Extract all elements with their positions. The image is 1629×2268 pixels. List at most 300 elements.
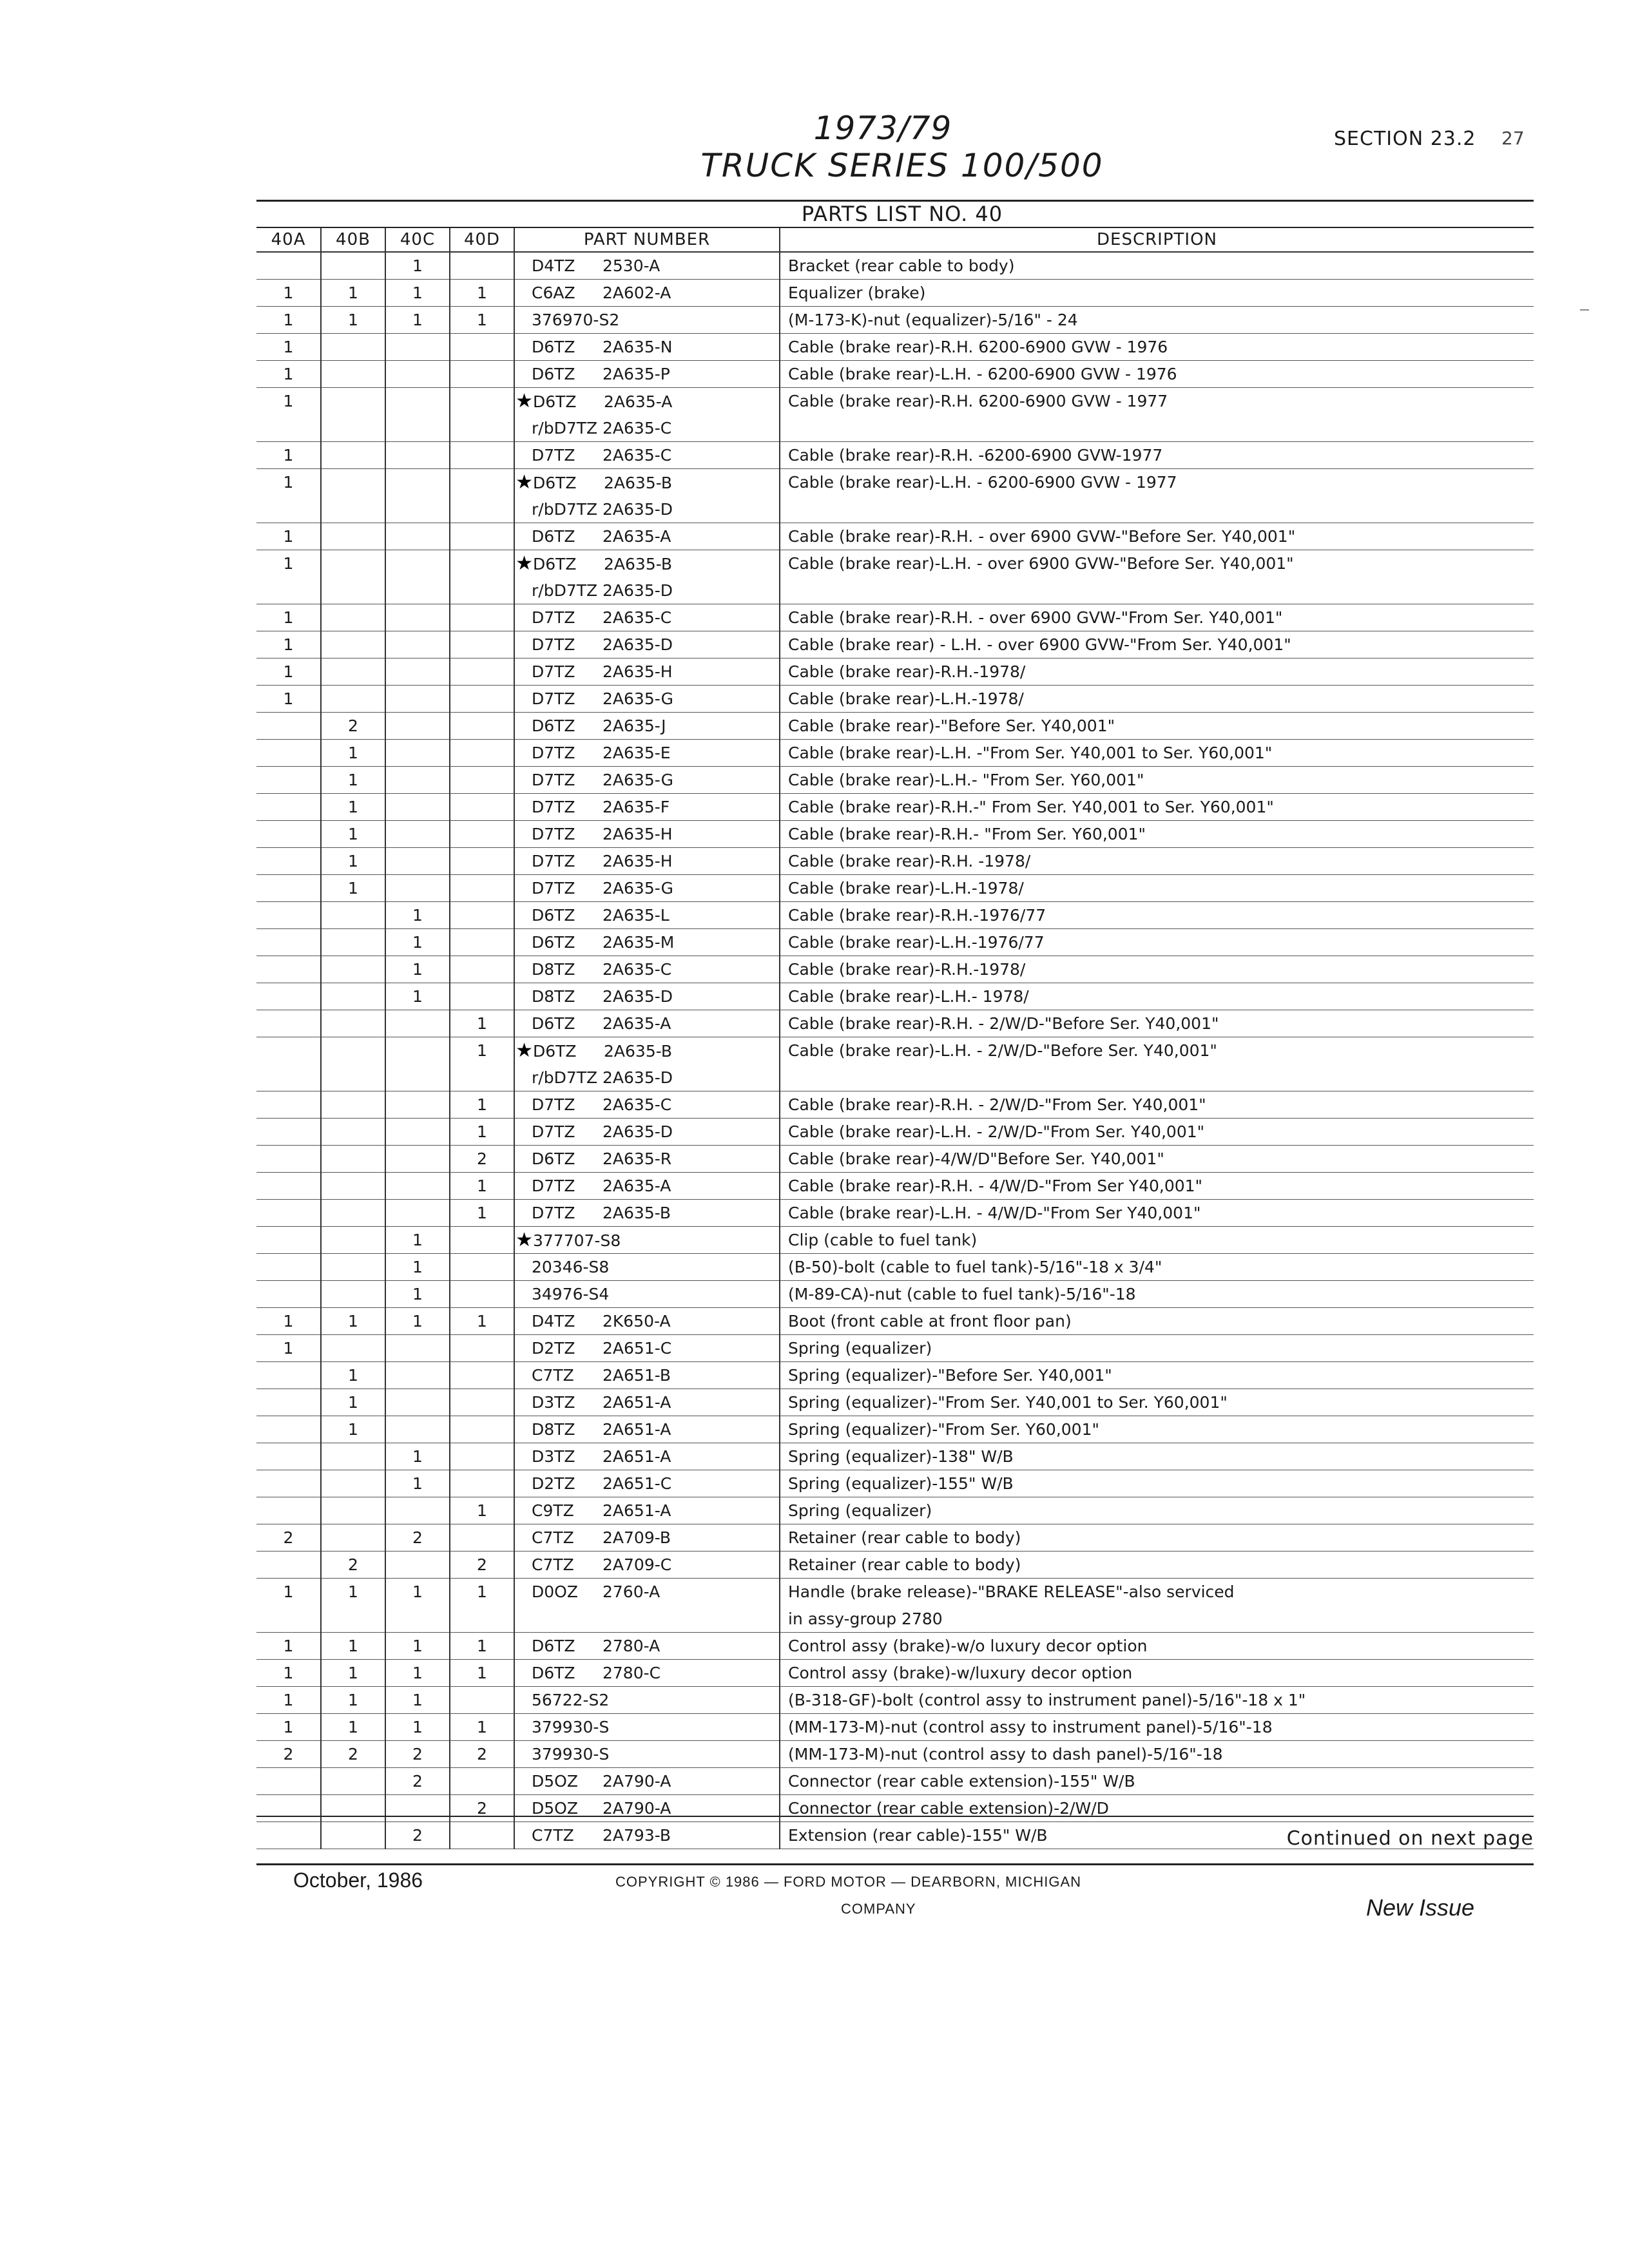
part-number-base: 2A635-C [602,608,672,627]
table-row [256,1389,1534,1416]
part-number-base: 2A635-D [602,987,673,1006]
qty-cell-40C [385,1335,450,1362]
description-cell: Bracket (rear cable to body) [780,252,1534,280]
table-row [256,1795,1534,1822]
table-row [256,334,1534,361]
qty-cell-40B: 1 [321,1579,385,1606]
description-cell: (B-50)-bolt (cable to fuel tank)-5/16"-18 x 3/4" [780,1254,1534,1281]
table-row [256,252,1534,280]
qty-cell-40B [321,686,385,713]
qty-cell-40D [450,523,514,550]
part-number-base: 2A651-C [602,1474,672,1493]
part-number-cell [514,686,780,713]
qty-cell-40A [256,1200,321,1227]
table-row [256,821,1534,848]
qty-cell-40B [321,658,385,686]
part-number-cell [514,1119,780,1146]
qty-cell-40B [321,415,385,442]
table-row [256,361,1534,388]
qty-cell-40B: 2 [321,713,385,740]
qty-cell-40D: 1 [450,1173,514,1200]
qty-cell-40D [450,1281,514,1308]
column-header: 40D [450,228,514,252]
table-row [256,713,1534,740]
part-number-prefix: D2TZ [532,1339,575,1358]
part-number-cell [514,1091,780,1119]
qty-cell-40D: 1 [450,307,514,334]
description-cell: Cable (brake rear)-L.H.- "From Ser. Y60,001" [780,767,1534,794]
part-number-cell [514,1308,780,1335]
part-number-cell [514,1173,780,1200]
qty-cell-40B: 1 [321,1308,385,1335]
part-number-prefix: C7TZ [532,1366,574,1385]
qty-cell-40A: 1 [256,631,321,658]
qty-cell-40B: 1 [321,767,385,794]
table-row [256,388,1534,415]
qty-cell-40A: 2 [256,1524,321,1552]
part-number-cell [514,1281,780,1308]
table-row [256,1416,1534,1443]
part-number-cell [514,1768,780,1795]
description-cell: Retainer (rear cable to body) [780,1552,1534,1579]
table-row [256,1660,1534,1687]
description-cell: Spring (equalizer)-138" W/B [780,1443,1534,1470]
description-cell: Spring (equalizer)-"Before Ser. Y40,001" [780,1362,1534,1389]
page-year-title: 1973/79 [813,110,952,147]
part-number-base: 2A602-A [602,284,671,302]
qty-cell-40B [321,1173,385,1200]
part-number-base: 2A635-F [602,798,670,816]
qty-cell-40B: 1 [321,821,385,848]
qty-cell-40D [450,767,514,794]
table-row [256,956,1534,983]
part-number-cell [514,442,780,469]
qty-cell-40D [450,1064,514,1091]
qty-cell-40C: 1 [385,307,450,334]
column-header: 40B [321,228,385,252]
description-cell: Extension (rear cable)-155" W/B [780,1822,1534,1849]
qty-cell-40A: 1 [283,392,294,410]
part-number-prefix: C7TZ [532,1555,574,1574]
qty-cell-40A [256,1010,321,1037]
part-number-prefix: D7TZ [532,798,575,816]
table-row [256,740,1534,767]
star-icon: ★ [516,552,533,575]
part-number-prefix: D3TZ [532,1393,575,1412]
table-row [256,1281,1534,1308]
qty-cell-40D: 1 [450,1308,514,1335]
description-cell [780,415,1534,442]
qty-cell-40D [450,1254,514,1281]
qty-cell-40C [385,1200,450,1227]
table-row [256,1362,1534,1389]
qty-cell-40B: 1 [321,1416,385,1443]
footer-date: October, 1986 [293,1869,423,1892]
part-number-cell [514,307,780,334]
qty-cell-40A [256,415,321,442]
qty-cell-40C: 1 [385,252,450,280]
qty-cell-40C: 1 [385,1470,450,1497]
qty-cell-40C [385,604,450,631]
qty-cell-40D [450,1227,514,1254]
part-number-cell [514,252,780,280]
table-row [256,307,1534,334]
part-number-cell [514,523,780,550]
part-number-cell [514,1362,780,1389]
qty-cell-40C: 1 [385,1254,450,1281]
qty-cell-40B [321,1119,385,1146]
table-row [256,577,1534,604]
part-number-prefix: D5OZ [532,1799,578,1818]
part-number-base: 2A635-C [602,960,672,979]
description-cell: Control assy (brake)-w/o luxury decor option [780,1633,1534,1660]
part-number-cell [514,1227,780,1254]
qty-cell-40B: 1 [321,1660,385,1687]
table-row [256,767,1534,794]
qty-cell-40A: 1 [256,1660,321,1687]
description-cell: Spring (equalizer) [780,1335,1534,1362]
part-number-base: 2A635-R [602,1149,672,1168]
part-number-prefix: C7TZ [532,1528,574,1547]
column-header: 40A [256,228,321,252]
part-number-prefix: D6TZ [532,906,575,925]
qty-cell-40A: 1 [256,1308,321,1335]
part-number-cell [514,1741,780,1768]
table-row [256,1308,1534,1335]
part-number-prefix: D6TZ [532,1637,575,1655]
table-row [256,1091,1534,1119]
qty-cell-40B [321,1146,385,1173]
qty-cell-40A: 1 [256,604,321,631]
part-number-cell [514,1064,780,1091]
table-row [256,1497,1534,1524]
table-row [256,1579,1534,1606]
qty-cell-40D [450,1687,514,1714]
table-end-rule [256,1816,1534,1817]
table-row [256,1633,1534,1660]
table-row [256,1714,1534,1741]
part-number-prefix: D5OZ [532,1772,578,1791]
qty-cell-40B [321,1795,385,1822]
part-number-base: 2A635-D [602,1068,673,1087]
qty-cell-40B [321,334,385,361]
qty-cell-40D [450,334,514,361]
part-number-base: 2A635-C [602,1095,672,1114]
part-number-cell [514,848,780,875]
qty-cell-40B: 1 [321,280,385,307]
description-cell: Cable (brake rear)-R.H.-1976/77 [780,902,1534,929]
qty-cell-40B: 1 [321,1389,385,1416]
qty-cell-40A: 1 [256,1714,321,1741]
part-number-prefix: r/bD7TZ [532,500,598,519]
part-number-cell [514,740,780,767]
part-number-cell [514,361,780,388]
part-number-base: 2780-C [602,1664,661,1682]
qty-cell-40D [450,604,514,631]
part-number-base: 2A635-H [602,662,673,681]
table-header-row [256,228,1534,252]
qty-cell-40C [385,631,450,658]
description-cell: Spring (equalizer)-"From Ser. Y40,001 to Ser. Y60,001" [780,1389,1534,1416]
qty-cell-40D [450,361,514,388]
part-number-cell [514,1470,780,1497]
qty-cell-40A: 1 [283,473,294,492]
part-number-prefix: D7TZ [532,689,575,708]
table-row [256,1037,1534,1064]
part-number-prefix: C6AZ [532,284,575,302]
qty-cell-40D: 1 [450,1660,514,1687]
part-number-prefix: D4TZ [532,256,575,275]
part-number-cell [514,875,780,902]
part-number-prefix: D7TZ [532,1122,575,1141]
part-number-base: 2A635-N [602,338,673,356]
qty-cell-40C: 1 [385,983,450,1010]
page-number: 27 [1501,128,1525,149]
qty-cell-40C: 1 [385,902,450,929]
qty-cell-40D: 1 [450,1579,514,1606]
qty-cell-40A [256,821,321,848]
description-cell: Cable (brake rear)-L.H. - 2/W/D-"Before Ser. Y40,001" [780,1037,1534,1064]
part-number-prefix: D8TZ [532,987,575,1006]
qty-cell-40A [256,1227,321,1254]
part-number-cell [514,1497,780,1524]
part-number-prefix: D6TZ [532,1014,575,1033]
part-number-cell [514,658,780,686]
part-number-prefix: D4TZ [532,1312,575,1331]
qty-cell-40C [385,1010,450,1037]
qty-cell-40D [450,821,514,848]
table-row [256,1119,1534,1146]
part-number-base: 2A635-B [604,474,673,492]
qty-cell-40B [321,929,385,956]
margin-mark [1580,309,1589,311]
qty-cell-40C [385,740,450,767]
part-number-cell [514,604,780,631]
part-number-prefix: 34976-S4 [532,1285,610,1303]
part-number-prefix: D6TZ [532,338,575,356]
qty-cell-40C [385,767,450,794]
qty-cell-40A [256,1768,321,1795]
qty-cell-40B [321,1010,385,1037]
qty-cell-40A: 2 [256,1741,321,1768]
part-number-cell [514,1416,780,1443]
qty-cell-40C: 1 [385,929,450,956]
part-number-prefix: 20346-S8 [532,1258,610,1276]
description-cell: Connector (rear cable extension)-2/W/D [780,1795,1534,1822]
qty-cell-40C [385,442,450,469]
description-cell: Cable (brake rear)-L.H. - over 6900 GVW-"Before Ser. Y40,001" [780,550,1534,577]
part-number-base: 2A635-E [602,744,671,762]
qty-cell-40B [321,1443,385,1470]
qty-cell-40A [256,1389,321,1416]
description-cell: (MM-173-M)-nut (control assy to dash panel)-5/16"-18 [780,1741,1534,1768]
part-number-base: 2A635-A [602,1177,671,1195]
part-number-cell [514,821,780,848]
part-number-cell [514,550,780,577]
qty-cell-40B [321,388,385,415]
table-row [256,1227,1534,1254]
qty-cell-40D [450,1362,514,1389]
part-number-prefix: D7TZ [532,825,575,843]
qty-cell-40D: 2 [450,1795,514,1822]
part-number-base: 2530-A [602,256,660,275]
qty-cell-40D [450,713,514,740]
description-cell: Cable (brake rear)-R.H. - 2/W/D-"Before Ser. Y40,001" [780,1010,1534,1037]
part-number-prefix: r/bD7TZ [532,419,598,437]
qty-cell-40A [256,1362,321,1389]
description-cell: (M-173-K)-nut (equalizer)-5/16" - 24 [780,307,1534,334]
qty-cell-40B [321,1768,385,1795]
qty-cell-40B [321,496,385,523]
part-number-prefix: r/bD7TZ [532,1068,598,1087]
part-number-cell [514,1146,780,1173]
part-number-prefix: 377707-S8 [533,1231,621,1250]
qty-cell-40C [385,577,450,604]
qty-cell-40C [385,496,450,523]
qty-cell-40D [450,1822,514,1849]
qty-cell-40D [450,740,514,767]
qty-cell-40A: 1 [256,334,321,361]
part-number-cell [514,388,780,415]
part-number-base: 2A651-B [602,1366,671,1385]
table-row [256,686,1534,713]
qty-cell-40D [450,929,514,956]
part-number-cell [514,983,780,1010]
description-cell: Cable (brake rear)-R.H.-1978/ [780,956,1534,983]
description-cell: Boot (front cable at front floor pan) [780,1308,1534,1335]
part-number-prefix: D6TZ [532,527,575,546]
qty-cell-40A [256,848,321,875]
qty-cell-40B: 1 [321,1362,385,1389]
part-number-base: 2A635-P [602,365,670,383]
column-header: DESCRIPTION [780,228,1534,252]
qty-cell-40B: 1 [321,740,385,767]
description-cell: Cable (brake rear) - L.H. - over 6900 GVW-"From Ser. Y40,001" [780,631,1534,658]
part-number-prefix: 379930-S [532,1718,610,1736]
part-number-cell [514,1037,780,1064]
qty-cell-40D: 1 [450,1633,514,1660]
qty-cell-40C: 2 [385,1822,450,1849]
part-number-base: 2A793-B [602,1826,671,1845]
part-number-prefix: D6TZ [532,365,575,383]
table-row [256,983,1534,1010]
qty-cell-40C [385,875,450,902]
part-number-base: 2780-A [602,1637,660,1655]
qty-cell-40C [385,415,450,442]
part-number-cell [514,1335,780,1362]
description-cell: Cable (brake rear)-L.H. -"From Ser. Y40,001 to Ser. Y60,001" [780,740,1534,767]
qty-cell-40D [450,442,514,469]
qty-cell-40B [321,1037,385,1064]
part-number-base: 2A651-A [602,1501,671,1520]
part-number-prefix: 376970-S2 [532,311,620,329]
description-cell: Cable (brake rear)-R.H. - 4/W/D-"From Ser Y40,001" [780,1173,1534,1200]
qty-cell-40B: 2 [321,1741,385,1768]
qty-cell-40C [385,1119,450,1146]
description-cell: Spring (equalizer)-155" W/B [780,1470,1534,1497]
description-cell: Control assy (brake)-w/luxury decor option [780,1660,1534,1687]
part-number-prefix: 56722-S2 [532,1691,610,1709]
qty-cell-40B: 1 [321,1714,385,1741]
qty-cell-40C: 1 [385,1281,450,1308]
description-cell: Connector (rear cable extension)-155" W/B [780,1768,1534,1795]
part-number-base: 2A790-A [602,1772,671,1791]
qty-cell-40D [450,496,514,523]
qty-cell-40A [256,1497,321,1524]
description-cell: Spring (equalizer) [780,1497,1534,1524]
part-number-cell [514,496,780,523]
qty-cell-40D [450,1524,514,1552]
description-cell [780,1064,1534,1091]
part-number-base: 2A635-G [602,771,674,789]
description-cell: Cable (brake rear)-L.H.- 1978/ [780,983,1534,1010]
part-number-cell [514,1687,780,1714]
qty-cell-40D [450,902,514,929]
part-number-base: 2A635-G [602,879,674,898]
qty-cell-40C: 1 [385,1227,450,1254]
qty-cell-40D: 2 [450,1146,514,1173]
part-number-base: 2A635-C [602,419,672,437]
qty-cell-40D [450,983,514,1010]
table-row [256,1064,1534,1091]
part-number-base: 2A635-D [602,635,673,654]
footer-copyright-company: COMPANY [841,1901,916,1917]
table-row [256,1010,1534,1037]
part-number-cell [514,956,780,983]
part-number-base: 2A635-G [602,689,674,708]
part-number-prefix: D8TZ [532,960,575,979]
qty-cell-40B [321,1064,385,1091]
qty-cell-40D [450,1768,514,1795]
qty-cell-40D: 2 [450,1552,514,1579]
part-number-prefix: D6TZ [532,716,575,735]
qty-cell-40A [256,1064,321,1091]
table-row [256,902,1534,929]
qty-cell-40A [256,1091,321,1119]
part-number-prefix: D7TZ [532,635,575,654]
description-cell: Cable (brake rear)-R.H. - over 6900 GVW-"Before Ser. Y40,001" [780,523,1534,550]
qty-cell-40D [450,794,514,821]
part-number-cell [514,1524,780,1552]
qty-cell-40C [385,469,450,496]
qty-cell-40A: 1 [256,1687,321,1714]
part-number-cell [514,794,780,821]
part-number-base: 2A635-D [602,581,673,600]
description-cell: Cable (brake rear)-"Before Ser. Y40,001" [780,713,1534,740]
part-number-prefix: D0OZ [532,1582,578,1601]
qty-cell-40D: 1 [450,1200,514,1227]
qty-cell-40C: 1 [385,280,450,307]
qty-cell-40A: 1 [256,523,321,550]
qty-cell-40A [256,767,321,794]
qty-cell-40D [450,252,514,280]
qty-cell-40D: 1 [450,1119,514,1146]
part-number-prefix: C9TZ [532,1501,574,1520]
page-series-title: TRUCK SERIES 100/500 [700,147,1104,184]
part-number-prefix: C7TZ [532,1826,574,1845]
section-label: SECTION 23.2 [1334,128,1476,150]
parts-list-title: PARTS LIST NO. 40 [801,202,1003,226]
part-number-base: 2A635-B [604,1042,673,1061]
qty-cell-40C [385,1091,450,1119]
qty-cell-40A [256,1119,321,1146]
description-cell: Clip (cable to fuel tank) [780,1227,1534,1254]
qty-cell-40B [321,983,385,1010]
part-number-base: 2760-A [602,1582,660,1601]
table-row [256,496,1534,523]
qty-cell-40A [256,1552,321,1579]
part-number-base: 2A651-A [602,1393,671,1412]
